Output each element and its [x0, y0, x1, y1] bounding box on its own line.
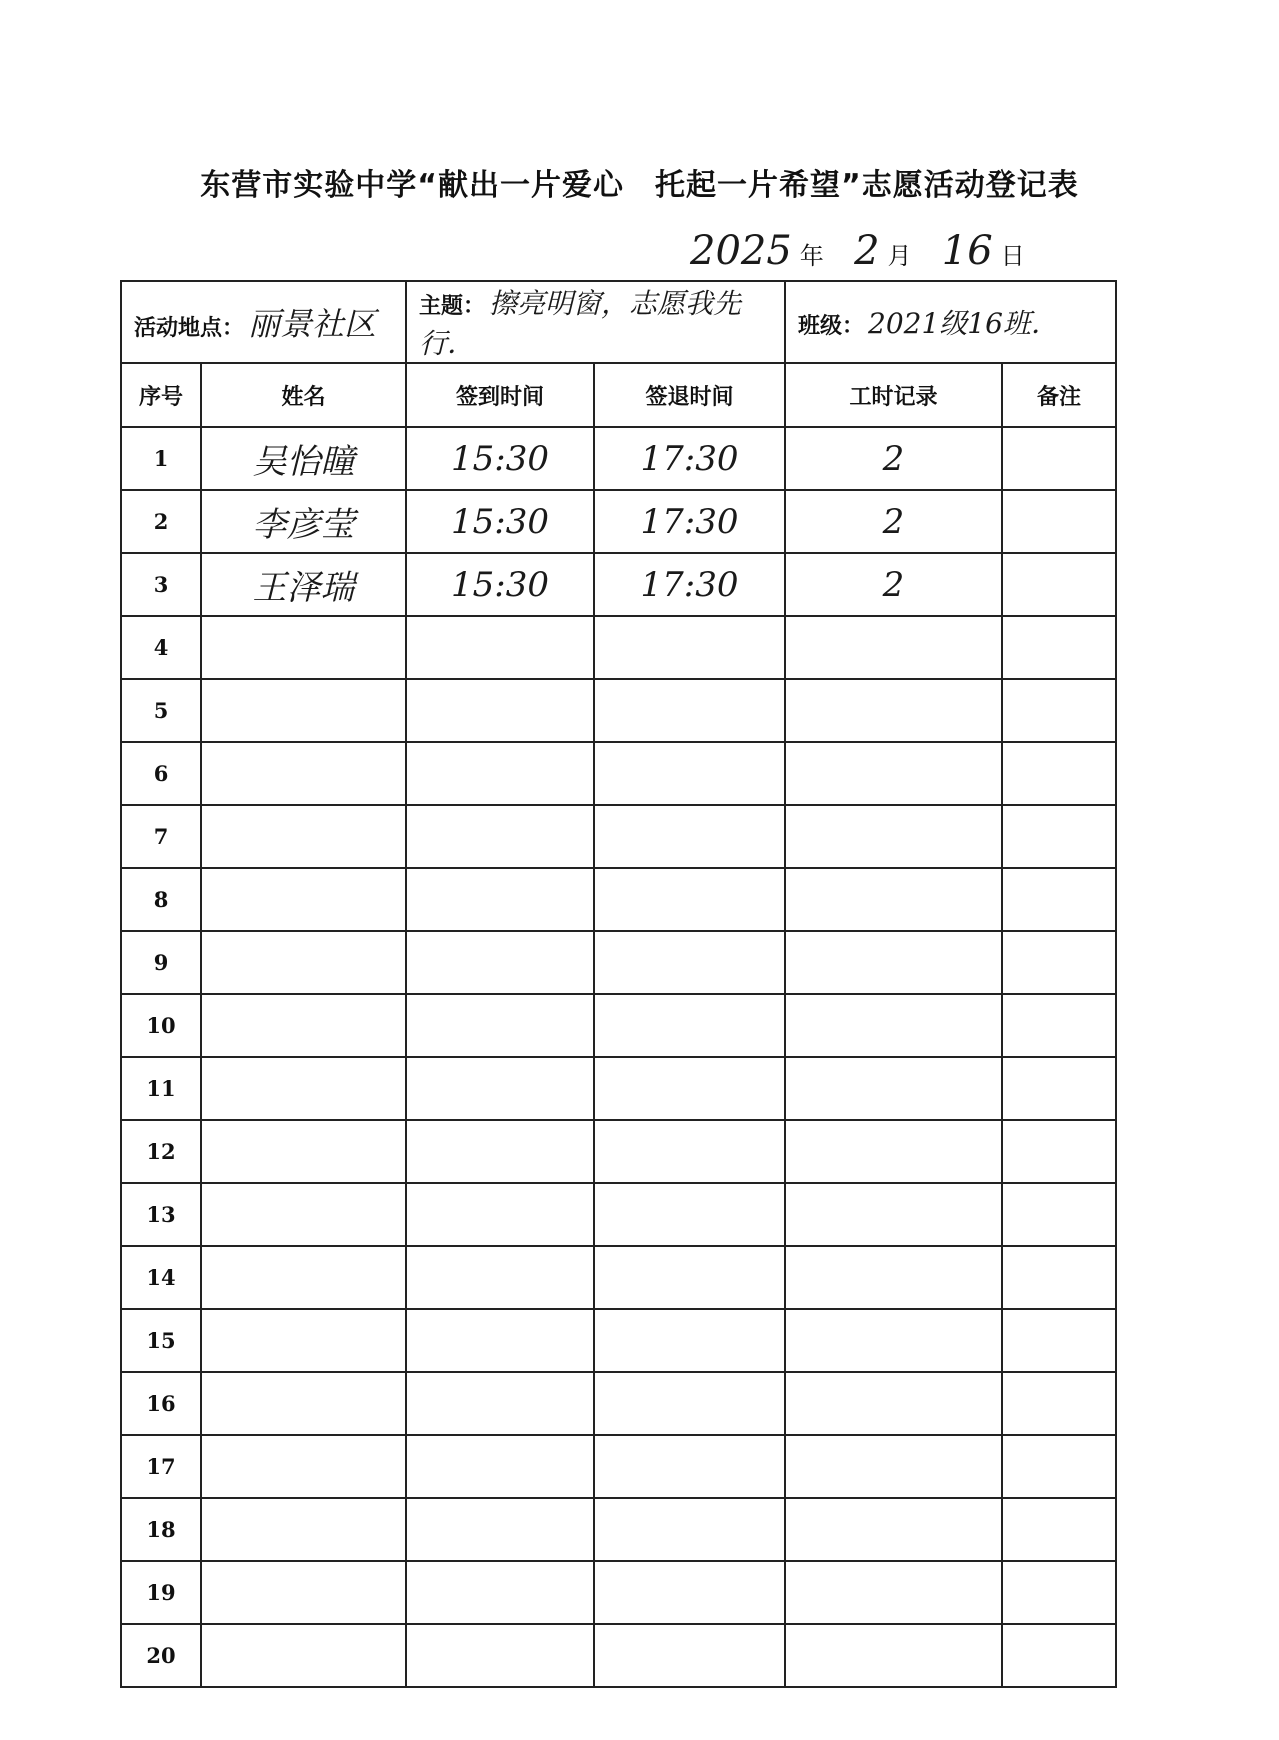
row-sign-out [594, 1057, 785, 1120]
row-sign-in [406, 1372, 594, 1435]
row-sign-in [406, 868, 594, 931]
row-hours [785, 1624, 1002, 1687]
row-note [1002, 490, 1116, 553]
table-row [121, 427, 1116, 490]
row-sign-out [594, 553, 785, 616]
row-note [1002, 868, 1116, 931]
row-number: 16 [121, 1372, 201, 1435]
row-name-text: 李彦莹 [252, 505, 355, 545]
row-sign-out-text: 17:30 [640, 438, 739, 479]
row-sign-out [594, 1120, 785, 1183]
row-hours [785, 868, 1002, 931]
row-sign-out [594, 1498, 785, 1561]
location-value: 丽景社区 [248, 305, 377, 343]
row-sign-out [594, 931, 785, 994]
row-sign-in [406, 427, 594, 490]
row-name [201, 1120, 406, 1183]
row-number: 13 [121, 1183, 201, 1246]
row-name [201, 805, 406, 868]
table-row [121, 1498, 1116, 1561]
row-sign-in [406, 931, 594, 994]
row-number: 5 [121, 679, 201, 742]
row-sign-in [406, 616, 594, 679]
form-title: 东营市实验中学“献出一片爱心 托起一片希望”志愿活动登记表 [200, 168, 1079, 203]
col-header-sign-out: 签退时间 [594, 363, 785, 427]
row-hours [785, 427, 1002, 490]
theme-value: 擦亮明窗，志愿我先行． [419, 287, 742, 360]
row-sign-out [594, 1624, 785, 1687]
row-hours [785, 805, 1002, 868]
row-name [201, 490, 406, 553]
row-hours-text: 2 [882, 564, 905, 605]
row-note [1002, 1246, 1116, 1309]
row-sign-in [406, 1309, 594, 1372]
row-note [1002, 427, 1116, 490]
row-hours [785, 1120, 1002, 1183]
row-note [1002, 1372, 1116, 1435]
row-sign-out [594, 1435, 785, 1498]
row-sign-out [594, 994, 785, 1057]
location-label: 活动地点： [134, 316, 245, 341]
row-number: 9 [121, 931, 201, 994]
registration-table [120, 280, 1117, 1688]
row-name [201, 1246, 406, 1309]
row-sign-out [594, 1372, 785, 1435]
row-note [1002, 553, 1116, 616]
row-sign-in [406, 1246, 594, 1309]
row-number: 8 [121, 868, 201, 931]
row-sign-in [406, 1561, 594, 1624]
date-day: 16 [941, 228, 993, 274]
row-hours [785, 1498, 1002, 1561]
table-row [121, 994, 1116, 1057]
row-note [1002, 679, 1116, 742]
table-row [121, 931, 1116, 994]
row-hours [785, 1372, 1002, 1435]
class-label: 班级： [798, 314, 865, 339]
row-number: 17 [121, 1435, 201, 1498]
row-number: 11 [121, 1057, 201, 1120]
row-sign-in [406, 553, 594, 616]
row-sign-in [406, 1183, 594, 1246]
row-sign-out-text: 17:30 [640, 564, 739, 605]
row-hours [785, 1246, 1002, 1309]
date-month-label: 月 [887, 242, 912, 270]
row-sign-in [406, 994, 594, 1057]
info-row [121, 281, 1116, 363]
row-note [1002, 1498, 1116, 1561]
table-row [121, 1624, 1116, 1687]
row-note [1002, 1624, 1116, 1687]
row-hours [785, 1561, 1002, 1624]
date-day-label: 日 [1000, 242, 1025, 270]
row-note [1002, 1183, 1116, 1246]
row-note [1002, 616, 1116, 679]
row-hours [785, 1435, 1002, 1498]
row-hours [785, 742, 1002, 805]
row-name [201, 1498, 406, 1561]
row-name [201, 553, 406, 616]
row-number: 10 [121, 994, 201, 1057]
row-sign-in [406, 1057, 594, 1120]
table-row [121, 553, 1116, 616]
row-sign-out [594, 490, 785, 553]
row-sign-in [406, 742, 594, 805]
row-sign-in [406, 1624, 594, 1687]
table-row [121, 490, 1116, 553]
row-hours [785, 490, 1002, 553]
theme-cell [406, 281, 785, 363]
row-name-text: 吴怡瞳 [252, 442, 355, 482]
row-sign-in [406, 490, 594, 553]
table-row [121, 679, 1116, 742]
table-row [121, 1246, 1116, 1309]
row-hours [785, 679, 1002, 742]
row-number: 7 [121, 805, 201, 868]
row-note [1002, 1309, 1116, 1372]
table-row [121, 742, 1116, 805]
row-number: 20 [121, 1624, 201, 1687]
date-year: 2025 [690, 228, 792, 274]
row-note [1002, 1435, 1116, 1498]
table-row [121, 1309, 1116, 1372]
table-row [121, 1561, 1116, 1624]
class-value: 2021级16班． [868, 307, 1059, 340]
row-note [1002, 805, 1116, 868]
row-hours [785, 616, 1002, 679]
row-sign-in [406, 805, 594, 868]
row-number: 1 [121, 427, 201, 490]
row-sign-in [406, 679, 594, 742]
row-sign-in [406, 1435, 594, 1498]
table-row [121, 1183, 1116, 1246]
row-number: 15 [121, 1309, 201, 1372]
row-hours [785, 553, 1002, 616]
row-note [1002, 1561, 1116, 1624]
col-header-name: 姓名 [201, 363, 406, 427]
row-name [201, 1309, 406, 1372]
row-name [201, 994, 406, 1057]
row-sign-out [594, 616, 785, 679]
row-number: 2 [121, 490, 201, 553]
row-number: 4 [121, 616, 201, 679]
row-hours [785, 1057, 1002, 1120]
row-sign-out [594, 1246, 785, 1309]
row-sign-out-text: 17:30 [640, 501, 739, 542]
table-row [121, 616, 1116, 679]
row-sign-out [594, 1561, 785, 1624]
row-number: 18 [121, 1498, 201, 1561]
row-number: 14 [121, 1246, 201, 1309]
row-sign-out [594, 427, 785, 490]
date-year-label: 年 [799, 242, 824, 270]
row-name [201, 1435, 406, 1498]
theme-label: 主题： [419, 294, 486, 319]
table-row [121, 805, 1116, 868]
row-note [1002, 1120, 1116, 1183]
row-sign-in [406, 1498, 594, 1561]
row-note [1002, 742, 1116, 805]
row-hours-text: 2 [882, 438, 905, 479]
row-sign-out [594, 1183, 785, 1246]
row-sign-in-text: 15:30 [451, 501, 549, 542]
row-name [201, 868, 406, 931]
row-hours [785, 1183, 1002, 1246]
table-row [121, 1057, 1116, 1120]
table-row [121, 1120, 1116, 1183]
table-row [121, 1372, 1116, 1435]
row-sign-out [594, 742, 785, 805]
row-name [201, 679, 406, 742]
form-date [690, 228, 1047, 274]
row-number: 3 [121, 553, 201, 616]
row-number: 6 [121, 742, 201, 805]
row-name [201, 1624, 406, 1687]
row-number: 19 [121, 1561, 201, 1624]
col-header-sign-in: 签到时间 [406, 363, 594, 427]
row-hours [785, 1309, 1002, 1372]
row-note [1002, 931, 1116, 994]
row-name [201, 931, 406, 994]
row-sign-out [594, 868, 785, 931]
row-name-text: 王泽瑞 [252, 568, 355, 608]
col-header-note: 备注 [1002, 363, 1116, 427]
col-header-hours: 工时记录 [785, 363, 1002, 427]
table-row [121, 868, 1116, 931]
row-sign-out [594, 679, 785, 742]
date-month: 2 [854, 228, 880, 274]
row-sign-out [594, 805, 785, 868]
row-name [201, 1057, 406, 1120]
row-note [1002, 1057, 1116, 1120]
row-hours [785, 931, 1002, 994]
location-cell [121, 281, 406, 363]
row-name [201, 1561, 406, 1624]
row-number: 12 [121, 1120, 201, 1183]
row-hours [785, 994, 1002, 1057]
row-sign-in-text: 15:30 [451, 438, 549, 479]
row-name [201, 1372, 406, 1435]
table-row [121, 1435, 1116, 1498]
row-name [201, 1183, 406, 1246]
class-cell [785, 281, 1116, 363]
row-sign-in-text: 15:30 [451, 564, 549, 605]
row-sign-out [594, 1309, 785, 1372]
row-note [1002, 994, 1116, 1057]
row-name [201, 616, 406, 679]
row-name [201, 742, 406, 805]
row-hours-text: 2 [882, 501, 905, 542]
row-name [201, 427, 406, 490]
row-sign-in [406, 1120, 594, 1183]
col-header-no: 序号 [121, 363, 201, 427]
header-row [121, 363, 1116, 427]
